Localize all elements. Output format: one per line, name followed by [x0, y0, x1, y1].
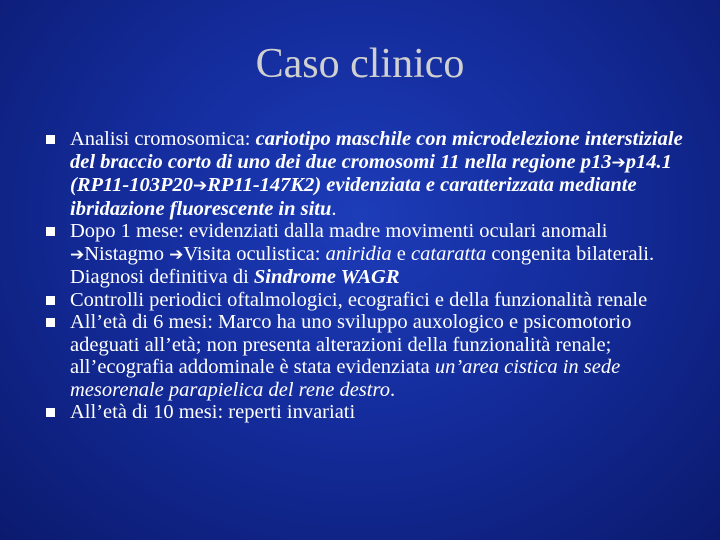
bullet-text-emphasis: evidenziata e caratterizzata mediante ibridazione fluorescente in situ [70, 174, 637, 220]
bullet-text: All’età di 6 mesi: Marco ha uno sviluppo auxologico e psicomotorio adeguati all’età; non presenta alterazioni della funzionalità renale; all’ecografia addominale è stata evidenziata [70, 311, 632, 378]
square-bullet-icon [46, 296, 55, 305]
bullet-list [40, 128, 685, 424]
bullet-text: congenita bilaterali. Diagnosi definitiva di [70, 242, 655, 288]
bullet-text: . [389, 378, 396, 401]
bullet-text: Visita oculistica: [183, 242, 326, 265]
bullet-text-italic: cataratta [411, 242, 487, 265]
bullet-text-emphasis: RP11-147K2) [207, 174, 322, 196]
bullet-text: Nistagmo [84, 242, 170, 265]
arrow-icon: ➔ [70, 244, 85, 265]
bullet-text: Analisi cromosomica: [70, 128, 256, 150]
bullet-text: e [391, 242, 412, 265]
bullet-text-italic: aniridia [325, 242, 392, 265]
bullet-item [40, 220, 685, 289]
arrow-icon: ➔ [169, 244, 184, 265]
bullet-text: Controlli periodici oftalmologici, ecografici e della funzionalità renale [70, 288, 648, 311]
arrow-icon: ➔ [193, 176, 208, 196]
bullet-item [40, 289, 685, 312]
slide-title: Caso clinico [255, 41, 465, 87]
arrow-icon: ➔ [611, 152, 626, 173]
square-bullet-icon [46, 135, 55, 144]
bullet-item [40, 311, 685, 401]
bullet-text-emphasis: p14.1 (RP11-103P20 [70, 150, 672, 196]
bullet-text: . [331, 197, 337, 220]
square-bullet-icon [46, 408, 55, 417]
bullet-text: Dopo 1 mese: evidenziati dalla madre movimenti oculari anomali [70, 220, 608, 242]
square-bullet-icon [46, 318, 55, 327]
bullet-text-italic: un’area cistica in sede mesorenale parapielica del rene destro [70, 356, 621, 401]
bullet-item [40, 401, 685, 424]
bullet-item [40, 128, 685, 220]
square-bullet-icon [46, 227, 55, 236]
bullet-text-emphasis: cariotipo maschile con microdelezione interstiziale del braccio corto di uno dei due cromosomi 11 nella regione p13 [70, 128, 683, 173]
bullet-text: All’età di 10 mesi: reperti invariati [70, 401, 356, 423]
bullet-text-emphasis: Sindrome WAGR [253, 266, 400, 288]
